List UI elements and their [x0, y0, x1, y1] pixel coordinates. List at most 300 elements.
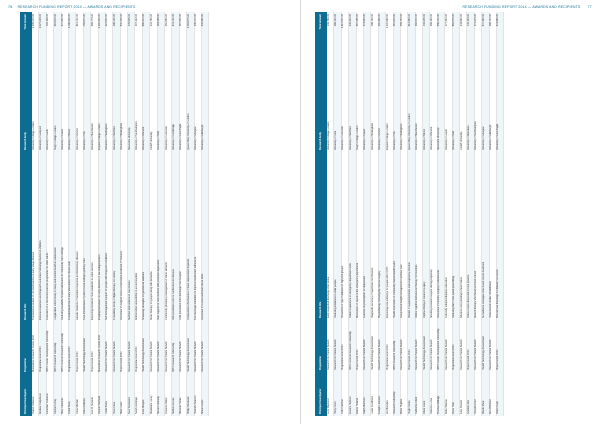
cell-col-investigator: Phillip Blackwell	[187, 374, 194, 416]
cell-col-title: Screening strategies for gestational diabetes	[142, 152, 149, 322]
cell-col-amount: 402,115.00	[467, 12, 474, 60]
cell-col-title: Advance care planning in heart failure	[460, 152, 467, 320]
cell-col-programme: Research for Patient Benefit	[474, 320, 481, 372]
cell-col-amount: 534,215.00	[120, 12, 127, 60]
header-col-amount: Total amount	[315, 12, 327, 60]
cell-col-body: Queen Mary University of London	[408, 60, 415, 152]
table-row	[496, 12, 503, 416]
cell-col-body: University of Bath	[452, 60, 459, 152]
cell-col-body: University of Leeds	[445, 60, 452, 152]
cell-col-investigator: Joan Morgan	[142, 374, 149, 416]
table-row	[393, 12, 400, 416]
cell-col-amount: 159,730.00	[400, 12, 407, 60]
cell-col-programme: Research for Patient Benefit	[150, 322, 157, 374]
cell-col-programme: Project Grant 2014	[120, 322, 127, 374]
cell-col-body: University of York	[393, 60, 400, 152]
cell-col-title: Risk prediction tools for cardiovascular disease	[172, 152, 179, 322]
cell-col-amount: 947,112.00	[135, 12, 142, 60]
cell-col-body: University of Exeter	[363, 60, 370, 152]
table-row	[371, 12, 378, 416]
cell-col-amount: 173,850.00	[363, 12, 370, 60]
cell-col-body: University of Leicester	[341, 60, 348, 152]
cell-col-body: University of Exeter	[61, 60, 68, 152]
cell-col-title: Outcomes of surgical versus conservative treatment of fractures	[120, 152, 127, 322]
cell-col-amount: 211,760.00	[327, 12, 334, 60]
right-funding-table	[315, 12, 504, 416]
cell-col-programme: Programme Grant 2014	[135, 322, 142, 374]
table-row	[363, 12, 370, 416]
header-col-body: Research body	[20, 60, 32, 152]
cell-col-title: Smoking cessation support during pregnancy	[430, 152, 437, 320]
header-col-programme: Programme	[20, 322, 32, 374]
cell-col-programme: Research for Patient Benefit	[165, 322, 172, 374]
cell-col-investigator: Florence Baker	[165, 374, 172, 416]
cell-col-amount: 202,980.00	[201, 12, 208, 60]
cell-col-amount: 248,310.00	[349, 12, 356, 60]
table-row	[489, 12, 496, 416]
cell-col-programme: NIHR Career Development Fellowship	[46, 322, 53, 374]
cell-col-amount: 1,194,520.00	[98, 12, 105, 60]
cell-col-investigator: Maria Hughes	[400, 372, 407, 416]
table-row	[437, 12, 444, 416]
cell-col-title: Exercise on prescription for depression	[363, 152, 370, 320]
cell-col-programme: Research for Patient Benefit	[105, 322, 112, 374]
cell-col-body: University of York	[83, 60, 90, 152]
table-row	[61, 12, 68, 416]
cell-col-body: University of Manchester	[415, 60, 422, 152]
table-row	[386, 12, 393, 416]
header-col-title: Research title	[315, 152, 327, 320]
cell-col-investigator: Colin Fletcher	[341, 372, 348, 416]
cell-col-title: Improving care pathways for people with COPD	[386, 152, 393, 320]
cell-col-investigator: Clare Andrews	[83, 374, 90, 416]
cell-col-investigator: Linda Burke	[105, 374, 112, 416]
cell-col-amount: 177,330.00	[445, 12, 452, 60]
cell-col-investigator: Dana Mitchell	[76, 374, 83, 416]
cell-col-investigator: Ann Whitfield	[489, 372, 496, 416]
cell-col-programme: Research for Patient Benefit	[128, 322, 135, 374]
cell-col-investigator: Rachel Coffey	[54, 374, 61, 416]
cell-col-amount: 274,930.00	[61, 12, 68, 60]
header-col-investigator: Principal investigator	[20, 374, 32, 416]
cell-col-investigator: Simon Evans	[201, 374, 208, 416]
cell-col-body: University of Glasgow	[482, 60, 489, 152]
cell-col-programme: Programme Grant 2014	[386, 320, 393, 372]
table-row	[172, 12, 179, 416]
cell-col-amount: 142,760.00	[150, 12, 157, 60]
cell-col-programme: NIHR Research Fellowship	[54, 322, 61, 374]
right-running-title: RESEARCH FUNDING REPORT 2014 — AWARDS AND RECIPIENTS	[462, 5, 581, 9]
cell-col-amount: 182,640.00	[415, 12, 422, 60]
cell-col-title: Longitudinal cohort study of sleep and mental health in adolescents	[54, 152, 61, 322]
cell-col-programme: Research for Patient Benefit	[113, 322, 120, 374]
cell-col-programme: Research for Patient Benefit	[489, 320, 496, 372]
cell-col-programme: NIHR Career Development Fellowship	[437, 320, 444, 372]
cell-col-title: Music therapy for people living with dementia	[150, 152, 157, 322]
cell-col-body: University of East Anglia	[496, 60, 503, 152]
cell-col-amount: 496,720.00	[371, 12, 378, 60]
cell-col-programme: Health Technology Assessment	[83, 322, 90, 374]
cell-col-body: University of Bristol	[423, 60, 430, 152]
table-row	[113, 12, 120, 416]
cell-col-programme: Research for Patient Benefit	[445, 320, 452, 372]
cell-col-investigator: Lewis Coulthard	[371, 372, 378, 416]
table-row	[32, 12, 39, 416]
cell-col-investigator: Graham Ellis	[467, 372, 474, 416]
cell-col-body: University of Edinburgh	[201, 60, 208, 152]
cell-col-body: King's College London	[356, 60, 363, 152]
cell-col-amount: 168,420.00	[334, 12, 341, 60]
table-row	[460, 12, 467, 416]
table-row	[91, 12, 98, 416]
cell-col-amount: 135,440.00	[194, 12, 201, 60]
cell-col-amount: 342,118.00	[46, 12, 53, 60]
cell-col-investigator: Catherine Elliott	[415, 372, 422, 416]
cell-col-title: Prevention of type 2 diabetes in high-risk groups	[341, 152, 348, 320]
cell-col-amount: 1,027,218.00	[39, 12, 46, 60]
cell-col-title: Imaging biomarkers for early detection of neurodegeneration	[98, 152, 105, 322]
left-table-frame	[20, 12, 287, 416]
table-row	[400, 12, 407, 416]
table-row	[327, 12, 334, 416]
cell-col-body: University of Sheffield	[113, 60, 120, 152]
cell-col-amount: 154,880.00	[165, 12, 172, 60]
cell-col-amount: 356,410.00	[437, 12, 444, 60]
cell-col-body: University of Oxford	[76, 60, 83, 152]
cell-col-investigator: Saul Townsend	[128, 374, 135, 416]
right-page-number: 77	[587, 5, 592, 9]
cell-col-body: University of East Anglia	[179, 60, 186, 152]
cell-col-investigator: Dennis Pritchard	[98, 374, 105, 416]
cell-col-body: Cardiff University	[150, 60, 157, 152]
cell-col-programme: Research for Patient Benefit	[334, 320, 341, 372]
table-row	[415, 12, 422, 416]
cell-col-investigator: Victor Hale	[452, 372, 459, 416]
cell-col-amount: 163,295.00	[157, 12, 164, 60]
cell-col-body: University of Bristol	[68, 60, 75, 152]
table-row	[467, 12, 474, 416]
cell-col-body: University of Edinburgh	[489, 60, 496, 152]
header-col-programme: Programme	[315, 320, 327, 372]
cell-col-investigator: Joseph Lennard	[378, 372, 385, 416]
cell-col-investigator: Paul Carter	[113, 374, 120, 416]
cell-col-amount: 188,720.00	[489, 12, 496, 60]
cell-col-programme: Research for Patient Benefit	[460, 320, 467, 372]
cell-col-body: University of Glasgow	[194, 60, 201, 152]
cell-col-programme: Research for Patient Benefit	[400, 320, 407, 372]
cell-col-programme: Health Technology Assessment	[482, 320, 489, 372]
cell-col-programme: Research for Patient Benefit	[179, 322, 186, 374]
cell-col-title: Self-management support for people with long-term conditions	[105, 152, 112, 322]
cell-col-title: Genetic markers of treatment response in inflammatory disease	[76, 152, 83, 322]
left-page-number: 76	[8, 5, 13, 9]
table-row	[474, 12, 481, 416]
cell-col-body: University of Leeds	[46, 60, 53, 152]
header-col-title: Research title	[20, 152, 32, 322]
cell-col-amount: 301,420.00	[172, 12, 179, 60]
cell-col-title: Speech therapy after head and neck cancer	[474, 152, 481, 320]
cell-col-programme: Research for Patient Benefit	[327, 320, 334, 372]
cell-col-investigator: Jessica Harmon	[349, 372, 356, 416]
cell-col-investigator: Mark Lewis	[120, 374, 127, 416]
cell-col-amount: 341,660.00	[496, 12, 503, 60]
cell-col-programme: Health Technology Assessment	[187, 322, 194, 374]
cell-col-title: Reducing harm from opioid prescribing	[452, 152, 459, 320]
cell-col-body: University of Warwick	[430, 60, 437, 152]
cell-col-title: Patient experience of emergency department waits	[349, 152, 356, 320]
cell-col-title: Nutrition interventions in care homes	[128, 152, 135, 322]
cell-col-amount: 612,404.00	[76, 12, 83, 60]
cell-col-programme: Programme Grant 2014	[452, 320, 459, 372]
cell-col-programme: Programme Grant 2014	[39, 322, 46, 374]
cell-col-investigator: Rosalind Kerr	[474, 372, 481, 416]
cell-col-title: Health economics of community mental health teams	[393, 152, 400, 320]
cell-col-title: Translational studies of cell mechanisms in early-stage disease	[32, 152, 39, 322]
cell-col-programme: Health Technology Assessment	[142, 322, 149, 374]
cell-col-amount: 221,610.00	[105, 12, 112, 60]
cell-col-body: Queen Mary University of London	[187, 60, 194, 152]
table-row	[430, 12, 437, 416]
right-table-frame	[315, 12, 582, 416]
table-row	[98, 12, 105, 416]
cell-col-investigator: Julia Preston	[460, 372, 467, 416]
cell-col-body: University of Aberdeen	[467, 60, 474, 152]
cell-col-investigator: Ralph Morrison	[363, 372, 370, 416]
cell-col-programme: Programme Grant 2014	[68, 322, 75, 374]
table-row	[165, 12, 172, 416]
cell-col-programme: Biomedical Research Centre 2014	[32, 322, 39, 374]
cell-col-amount: 1,486,302.00	[68, 12, 75, 60]
cell-col-title: Reducing avoidable hospital admissions in community care settings	[61, 152, 68, 322]
cell-col-title: Group-based weight management in primary care	[400, 152, 407, 320]
cell-col-programme: Project Grant 2014	[76, 322, 83, 374]
cell-col-body: University of Nottingham	[400, 60, 407, 152]
cell-col-amount: 1,312,904.00	[341, 12, 348, 60]
table-row	[135, 12, 142, 416]
cell-col-investigator: Peter Doyle	[496, 372, 503, 416]
cell-col-body: University of Nottingham	[105, 60, 112, 152]
cell-col-body: Newcastle University	[437, 60, 444, 152]
cell-col-title: Outcomes of a nurse-led heart failure clinic	[201, 152, 208, 322]
cell-col-investigator: Hugh Clarke	[408, 372, 415, 416]
cell-col-programme: NIHR Doctoral Research Fellowship	[61, 322, 68, 374]
table-row	[445, 12, 452, 416]
cell-col-title: Biomarkers of sepsis in the emergency department	[356, 152, 363, 320]
left-running-head	[8, 4, 136, 11]
cell-col-body: Cardiff University	[460, 60, 467, 152]
cell-col-body: University of Kent	[334, 60, 341, 152]
header-col-amount: Total amount	[20, 12, 32, 60]
cell-col-investigator: Rebecca Lowe	[430, 372, 437, 416]
cell-col-title: Comparative effectiveness of knee replacement implants	[187, 152, 194, 322]
cell-col-amount: 166,190.00	[430, 12, 437, 60]
cell-col-investigator: Frank Barry	[68, 374, 75, 416]
cell-col-title: Text message reminders to improve medication adherence	[194, 152, 201, 322]
cell-col-title: Evaluation of a structured exercise programme for older adults	[46, 152, 53, 322]
cell-col-investigator: Lucy Maynard	[327, 372, 334, 416]
cell-col-title: A feasibility study of digital therapy for anxiety	[113, 152, 120, 322]
cell-col-title: Physiotherapy following hip fracture surgery	[378, 152, 385, 320]
table-row	[120, 12, 127, 416]
cell-col-programme: Research for Patient Benefit	[201, 322, 208, 374]
cell-col-body: University of Oxford	[378, 60, 385, 152]
table-row	[105, 12, 112, 416]
cell-col-title: Reducing loneliness in older people	[334, 152, 341, 320]
right-running-head	[458, 4, 592, 11]
cell-col-programme: Research for Patient Benefit	[430, 320, 437, 372]
table-row	[142, 12, 149, 416]
cell-col-investigator: Joe M. Sansom	[91, 374, 98, 416]
table-row	[157, 12, 164, 416]
cell-col-title: Surveillance strategies after bowel cancer treatment	[482, 152, 489, 320]
cell-col-body: University of Bath	[157, 60, 164, 152]
table-row	[349, 12, 356, 416]
cell-col-programme: Project Grant 2014	[408, 320, 415, 372]
cell-col-body: University of Sheffield	[349, 60, 356, 152]
left-funding-table	[20, 12, 209, 416]
cell-col-title: Improving transitions from paediatric to adult services	[91, 152, 98, 322]
table-row	[39, 12, 46, 416]
table-row	[54, 12, 61, 416]
cell-col-programme: NIHR Doctoral Research Fellowship	[349, 320, 356, 372]
cell-col-investigator: Anita Sharma	[445, 372, 452, 416]
cell-col-programme: NIHR Research Fellowship	[172, 322, 179, 374]
cell-col-investigator: Jonathan Cameron	[46, 374, 53, 416]
table-row	[187, 12, 194, 416]
cell-col-programme: Research for Patient Benefit	[194, 322, 201, 374]
cell-col-programme: Programme Grant 2014	[341, 320, 348, 372]
cell-col-body: University of Birmingham	[120, 60, 127, 152]
cell-col-body: University of Cambridge	[172, 60, 179, 152]
table-row	[378, 12, 385, 416]
left-running-title: RESEARCH FUNDING REPORT 2014 — AWARDS AND RECIPIENTS	[17, 5, 136, 9]
cell-col-title: Vitamin D supplementation and respiratory infection	[408, 152, 415, 320]
cell-col-programme: Health Technology Assessment	[423, 320, 430, 372]
cell-col-investigator: Martin Shaw	[482, 372, 489, 416]
cell-col-body: University College London	[327, 60, 334, 152]
cell-col-investigator: Madeleine Lacey	[150, 374, 157, 416]
cell-col-amount: 982,575.00	[452, 12, 459, 60]
cell-col-body: University of Birmingham	[371, 60, 378, 152]
cell-col-programme: Biomedical Research Centre 2014	[98, 322, 105, 374]
cell-col-body: University of Warwick	[142, 60, 149, 152]
table-row	[179, 12, 186, 416]
cell-col-programme: NIHR Research Fellowship	[393, 320, 400, 372]
cell-col-investigator: Harry Dunn	[334, 372, 341, 416]
cell-col-investigator: Patrick Vallance	[32, 374, 39, 416]
table-row	[423, 12, 430, 416]
cell-col-amount: 574,390.00	[482, 12, 489, 60]
cell-col-body: King's College London	[54, 60, 61, 152]
cell-col-investigator: Andrew Colquhoun	[39, 374, 46, 416]
cell-col-body: University of Southampton	[135, 60, 142, 152]
cell-col-investigator: Ian Marsden	[386, 372, 393, 416]
cell-col-investigator: Emma Holland	[356, 372, 363, 416]
right-page	[300, 0, 600, 424]
cell-col-investigator: Hannah Pearson	[194, 374, 201, 416]
cell-col-title: Community pharmacy management of minor ailments	[165, 152, 172, 322]
cell-col-title: Falls prevention after discharge from hospital	[179, 152, 186, 322]
cell-col-title: Peer support for new mothers with postnatal depression	[157, 152, 164, 322]
cell-col-body: Imperial College London	[98, 60, 105, 152]
table-row	[201, 12, 208, 416]
table-row	[356, 12, 363, 416]
cell-col-title: A randomised trial of early intervention for chronic pain	[68, 152, 75, 322]
cell-col-programme: Research for Patient Benefit	[378, 320, 385, 372]
table-row	[68, 12, 75, 416]
cell-col-title: Home-based cardiac rehabilitation	[489, 152, 496, 320]
cell-col-amount: 176,905.00	[128, 12, 135, 60]
cell-col-title: Antimicrobial stewardship in acute hospitals	[135, 152, 142, 322]
cell-col-amount: 149,860.00	[460, 12, 467, 60]
cell-col-body: University College London	[32, 60, 39, 152]
cell-col-title: Early supported discharge after stroke	[327, 152, 334, 320]
cell-col-investigator: Sarah Jennings	[135, 374, 142, 416]
cell-col-body: Newcastle University	[128, 60, 135, 152]
cell-col-amount: 1,063,875.00	[187, 12, 194, 60]
cell-col-programme: Project Grant 2014	[356, 320, 363, 372]
cell-col-programme: Project Grant 2014	[91, 322, 98, 374]
table-row	[150, 12, 157, 416]
cell-col-amount: 612,980.00	[408, 12, 415, 60]
cell-col-programme: Health Technology Assessment	[371, 320, 378, 372]
cell-col-programme: Project Grant 2014	[496, 320, 503, 372]
table-row	[334, 12, 341, 416]
table-row	[482, 12, 489, 416]
cell-col-title: Optimal timing of cataract surgery	[423, 152, 430, 320]
header-col-investigator: Principal investigator	[315, 372, 327, 416]
cell-col-investigator: Nathan Graves	[172, 374, 179, 416]
cell-col-amount: 318,645.00	[54, 12, 61, 60]
cell-col-programme: Research for Patient Benefit	[415, 320, 422, 372]
cell-col-amount: 1,235,000.00	[32, 12, 39, 60]
cell-col-amount: 287,945.00	[393, 12, 400, 60]
cell-col-amount: 433,205.00	[423, 12, 430, 60]
cell-col-amount: 688,340.00	[142, 12, 149, 60]
table-row	[76, 12, 83, 416]
cell-col-title: Outcomes of bariatric surgery in adolescents	[437, 152, 444, 320]
cell-col-amount: 587,265.00	[356, 12, 363, 60]
cell-col-amount: 187,550.00	[179, 12, 186, 60]
cell-col-programme: Project Grant 2014	[467, 320, 474, 372]
cell-col-investigator: Oliver Grant	[423, 372, 430, 416]
cell-col-investigator: Mary Clements	[61, 374, 68, 416]
cell-col-body: University of Southampton	[474, 60, 481, 152]
cell-col-programme: Research for Patient Benefit	[157, 322, 164, 374]
cell-col-amount: 198,430.00	[113, 12, 120, 60]
cell-col-title: Cost-effectiveness of point-of-care testing in primary care	[83, 152, 90, 322]
cell-col-body: University of Manchester	[91, 60, 98, 152]
cell-col-title: Online cognitive behavioural therapy for insomnia	[415, 152, 422, 320]
cell-col-title: Immune responses and long-term outcomes following infection in children	[39, 152, 46, 322]
cell-col-title: Point-of-care ultrasound in rural practice	[467, 152, 474, 320]
cell-col-title: Wound care dressings for diabetic foot ulcers	[496, 152, 503, 320]
cell-col-investigator: Steven Kennedy	[157, 374, 164, 416]
cell-col-investigator: Research Fellowship	[393, 372, 400, 416]
cell-col-title: Culturally adapted diabetes education	[445, 152, 452, 320]
table-row	[452, 12, 459, 416]
cell-col-amount: 194,380.00	[378, 12, 385, 60]
cell-col-programme: Research for Patient Benefit	[363, 320, 370, 372]
cell-col-amount: 289,775.00	[91, 12, 98, 60]
table-row	[128, 12, 135, 416]
cell-col-amount: 455,870.00	[83, 12, 90, 60]
cell-col-title: Diagnostic accuracy of rapid tests for influenza	[371, 152, 378, 320]
table-row	[341, 12, 348, 416]
cell-col-investigator: Miranda Hulme	[179, 374, 186, 416]
cell-col-body: University of Liverpool	[39, 60, 46, 152]
table-row	[194, 12, 201, 416]
